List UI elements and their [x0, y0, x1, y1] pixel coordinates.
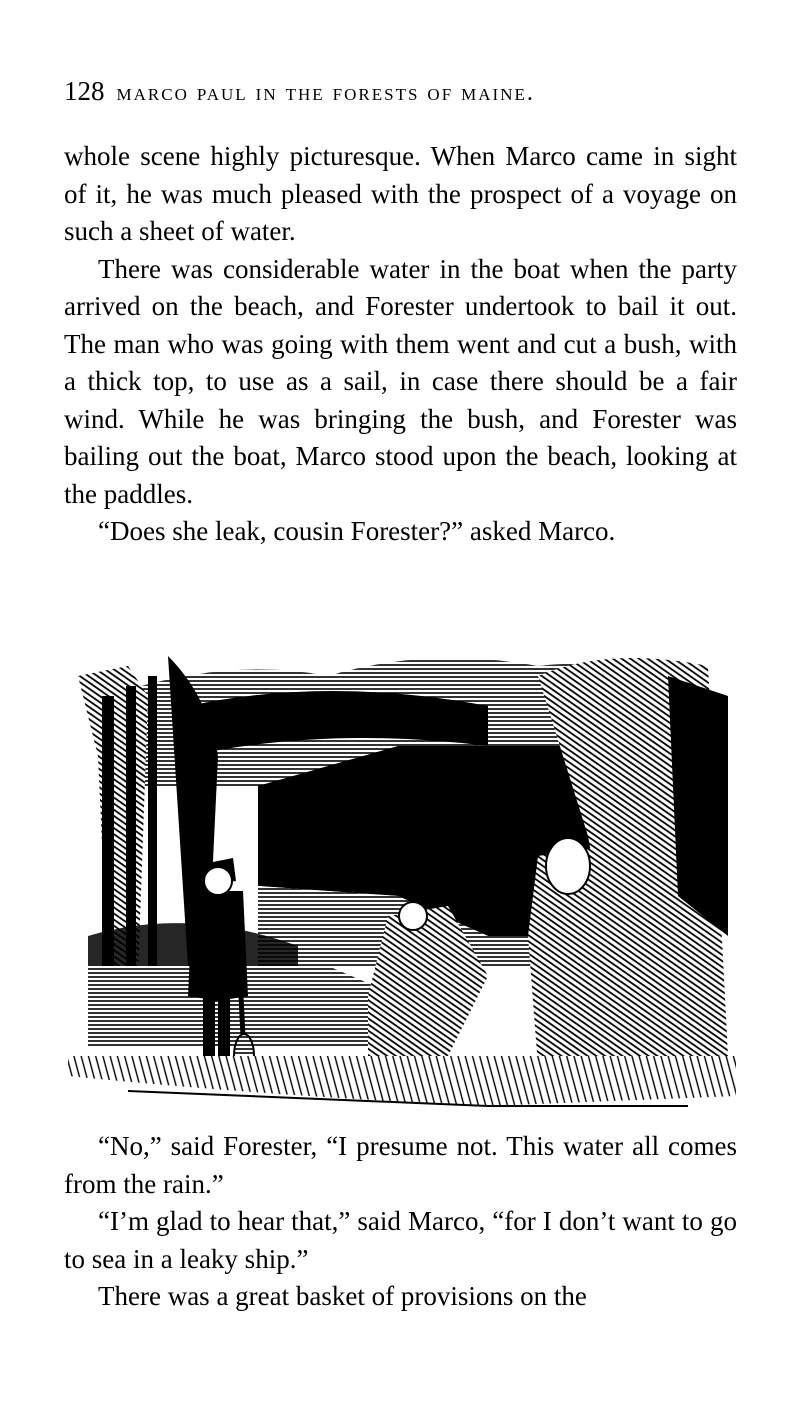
- text-block-top: [64, 138, 737, 551]
- paragraph: “Does she leak, cousin Forester?” asked Marco.: [98, 516, 616, 546]
- illustration-svg: [68, 636, 736, 1118]
- paragraph: “I’m glad to hear that,” said Marco, “for I don’t want to go to sea in a leaky ship.”: [64, 1206, 737, 1274]
- running-title: marco paul in the forests of maine.: [116, 80, 535, 106]
- paragraph: There was considerable water in the boat when the party arrived on the beach, and Forester undertook to bail it out. The man who was going with them went and cut a bush, with a thick top, to use as a sail, in case there should be a fair wind. While he was bringing the bush, and Forester was bailing out the boat, Marco stood upon the beach, looking at the paddles.: [64, 253, 737, 509]
- text-block-bottom: [64, 1128, 737, 1316]
- paragraph: “No,” said Forester, “I presume not. This water all comes from the rain.”: [64, 1131, 737, 1199]
- engraving-illustration: [68, 636, 736, 1118]
- paragraph: whole scene highly picturesque. When Marco came in sight of it, he was much pleased with the prospect of a voyage on such a sheet of water.: [64, 141, 737, 246]
- running-head: [64, 76, 744, 107]
- page-number: 128: [64, 76, 105, 106]
- paragraph: There was a great basket of provisions on the: [98, 1281, 587, 1311]
